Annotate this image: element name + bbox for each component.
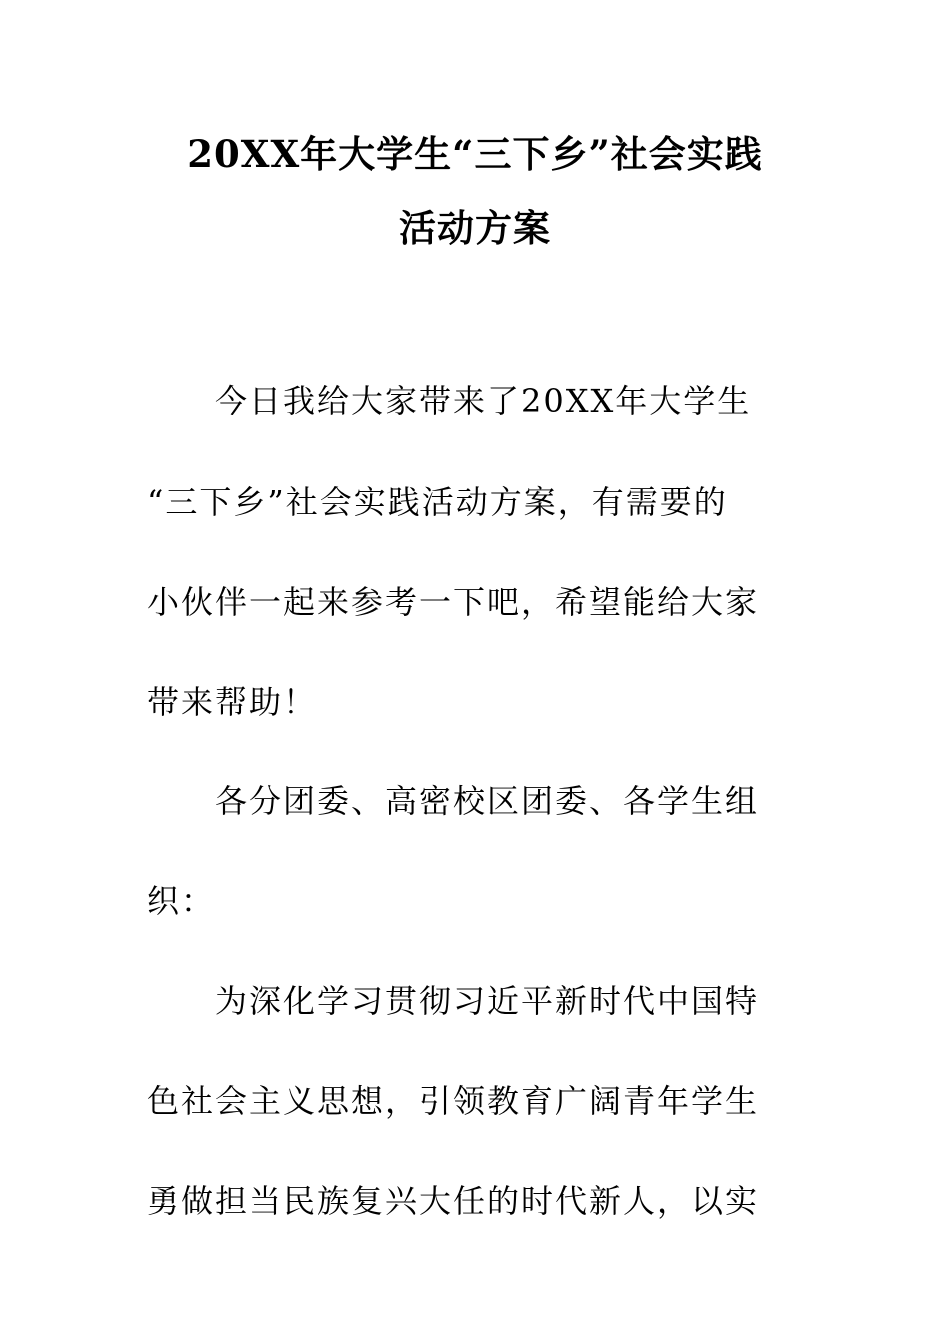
paragraph-line: 带来帮助！ — [147, 683, 318, 721]
document-title-line-1: 20XX年大学生“三下乡”社会实践 — [187, 132, 763, 176]
paragraph-line: 今日我给大家带来了20XX年大学生 — [215, 382, 752, 420]
paragraph-line: 勇做担当民族复兴大任的时代新人，以实 — [147, 1182, 760, 1220]
paragraph-line: 色社会主义思想，引领教育广阔青年学生 — [147, 1082, 760, 1120]
paragraph-line: 小伙伴一起来参考一下吧，希望能给大家 — [147, 583, 760, 621]
paragraph-line: “三下乡”社会实践活动方案，有需要的 — [147, 483, 728, 521]
paragraph-line: 织： — [147, 882, 216, 920]
paragraph-line: 各分团委、高密校区团委、各学生组 — [215, 782, 760, 820]
paragraph-line: 为深化学习贯彻习近平新时代中国特 — [215, 982, 760, 1020]
document-title-line-2: 活动方案 — [399, 206, 551, 250]
